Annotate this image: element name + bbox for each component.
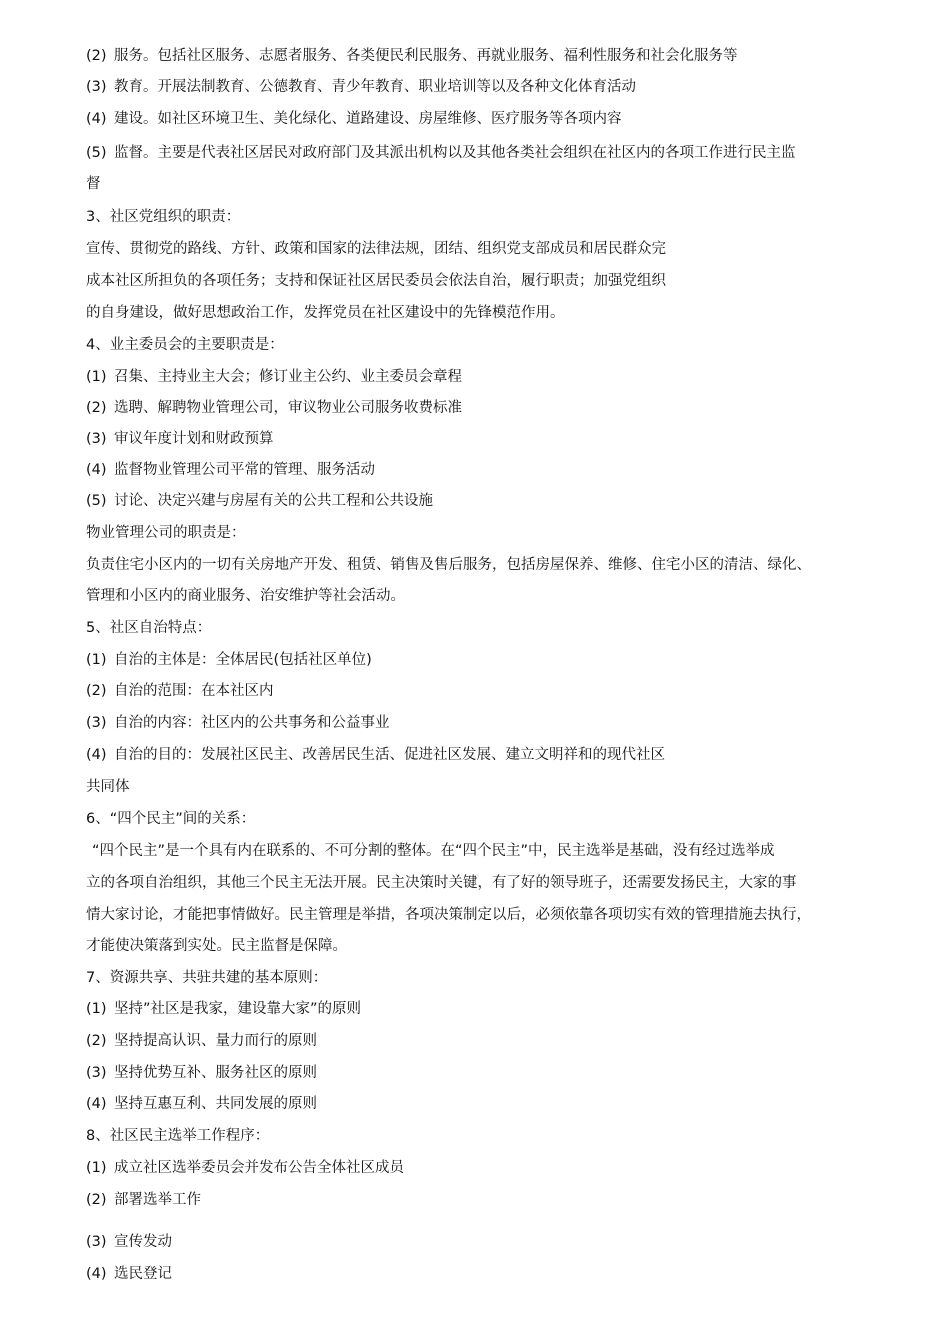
list-item: [86, 458, 886, 482]
item-number: (3): [86, 1065, 107, 1081]
heading-text: 物业管理公司的职责是：: [86, 525, 246, 541]
section-heading: [86, 205, 886, 229]
item-number: (5): [86, 493, 107, 509]
item-text: 监督。主要是代表社区居民对政府部门及其派出机构以及其他各类社会组织在社区内的各项工作进行民主监: [114, 145, 796, 161]
item-text: 教育。开展法制教育、公德教育、青少年教育、职业培训等以及各种文化体育活动: [114, 79, 636, 95]
list-item: [86, 1230, 886, 1254]
item-text: 自治的范围：在本社区内: [114, 683, 274, 699]
line-text: 才能使决策落到实处。民主监督是保障。: [86, 938, 347, 954]
line-text: 管理和小区内的商业服务、治安维护等社会活动。: [86, 588, 405, 604]
item-text: 宣传发动: [114, 1234, 172, 1250]
text-line: [86, 871, 886, 895]
item-text: 选聘、解聘物业管理公司，审议物业公司服务收费标准: [114, 400, 462, 416]
heading-text: 5、社区自治特点：: [86, 620, 212, 636]
item-text: 讨论、决定兴建与房屋有关的公共工程和公共设施: [114, 493, 433, 509]
item-number: (1): [86, 369, 107, 385]
item-number: (4): [86, 1266, 107, 1282]
list-item: [86, 75, 886, 99]
section-heading: [86, 616, 886, 640]
list-item: [86, 1092, 886, 1116]
item-number: (3): [86, 1234, 107, 1250]
item-text: 建设。如社区环境卫生、美化绿化、道路建设、房屋维修、医疗服务等各项内容: [114, 111, 622, 127]
item-text: 坚持互惠互利、共同发展的原则: [114, 1096, 317, 1112]
section-heading: [86, 521, 886, 545]
list-item: [86, 427, 886, 451]
section-heading: [86, 807, 886, 831]
heading-text: 4、业主委员会的主要职责是：: [86, 337, 284, 353]
text-line: [86, 934, 886, 958]
list-item: [86, 1188, 886, 1212]
list-item: [86, 141, 886, 165]
line-text: 立的各项自治组织，其他三个民主无法开展。民主决策时关键，有了好的领导班子，还需要发扬民主，大家的事: [86, 875, 797, 891]
item-number: (1): [86, 1160, 107, 1176]
list-item: [86, 743, 886, 767]
item-text: 自治的内容：社区内的公共事务和公益事业: [114, 715, 390, 731]
item-text: 自治的目的：发展社区民主、改善居民生活、促进社区发展、建立文明祥和的现代社区: [114, 747, 665, 763]
list-item: [86, 44, 886, 68]
list-item: [86, 1262, 886, 1286]
heading-text: 8、社区民主选举工作程序：: [86, 1128, 270, 1144]
text-line: [86, 903, 886, 927]
text-line: [86, 301, 886, 325]
text-line: [92, 839, 892, 863]
line-text: 宣传、贯彻党的路线、方针、政策和国家的法律法规，团结、组织党支部成员和居民群众完: [86, 241, 666, 257]
item-number: (5): [86, 145, 107, 161]
item-number: (4): [86, 747, 107, 763]
item-number: (2): [86, 400, 107, 416]
item-text: 审议年度计划和财政预算: [114, 431, 274, 447]
list-item: [86, 648, 886, 672]
list-item: [86, 1061, 886, 1085]
line-text: 成本社区所担负的各项任务；支持和保证社区居民委员会依法自治，履行职责；加强党组织: [86, 273, 666, 289]
item-number: (4): [86, 1096, 107, 1112]
text-line: [86, 237, 886, 261]
heading-text: 7、资源共享、共驻共建的基本原则：: [86, 970, 328, 986]
text-line: [86, 553, 886, 577]
item-text: 坚持提高认识、量力而行的原则: [114, 1033, 317, 1049]
item-number: (4): [86, 111, 107, 127]
line-text: 负责住宅小区内的一切有关房地产开发、租赁、销售及售后服务，包括房屋保养、维修、住宅小区的清洁、绿化、: [86, 557, 811, 573]
item-text: 服务。包括社区服务、志愿者服务、各类便民利民服务、再就业服务、福利性服务和社会化服务等: [114, 48, 738, 64]
list-item: [86, 1156, 886, 1180]
list-item: [86, 365, 886, 389]
item-number: (2): [86, 1033, 107, 1049]
item-text: 坚持”社区是我家，建设靠大家”的原则: [114, 1001, 362, 1017]
text-line: [86, 172, 886, 196]
list-item: [86, 396, 886, 420]
list-item: [86, 107, 886, 131]
item-number: (1): [86, 1001, 107, 1017]
item-number: (1): [86, 652, 107, 668]
item-text: 选民登记: [114, 1266, 172, 1282]
section-heading: [86, 1124, 886, 1148]
item-text: 部署选举工作: [114, 1192, 201, 1208]
list-item: [86, 997, 886, 1021]
list-item: [86, 1029, 886, 1053]
line-text: “四个民主”是一个具有内在联系的、不可分割的整体。在“四个民主”中，民主选举是基础，没有经过选举成: [92, 843, 775, 859]
list-item: [86, 711, 886, 735]
line-text: 共同体: [86, 779, 130, 795]
item-text: 成立社区选举委员会并发布公告全体社区成员: [114, 1160, 404, 1176]
text-line: [86, 775, 886, 799]
item-number: (2): [86, 1192, 107, 1208]
item-text: 坚持优势互补、服务社区的原则: [114, 1065, 317, 1081]
text-line: [86, 269, 886, 293]
list-item: [86, 679, 886, 703]
item-number: (4): [86, 462, 107, 478]
item-text: 监督物业管理公司平常的管理、服务活动: [114, 462, 375, 478]
item-text: 自治的主体是：全体居民(包括社区单位): [114, 652, 372, 668]
item-number: (3): [86, 79, 107, 95]
list-item: [86, 489, 886, 513]
line-text: 的自身建设，做好思想政治工作，发挥党员在社区建设中的先锋模范作用。: [86, 305, 565, 321]
text-line: [86, 584, 886, 608]
section-heading: [86, 966, 886, 990]
item-number: (3): [86, 715, 107, 731]
heading-text: 6、“四个民主”间的关系：: [86, 811, 256, 827]
item-number: (3): [86, 431, 107, 447]
section-heading: [86, 333, 886, 357]
item-number: (2): [86, 48, 107, 64]
item-text: 召集、主持业主大会；修订业主公约、业主委员会章程: [114, 369, 462, 385]
line-text: 督: [86, 176, 101, 192]
line-text: 情大家讨论，才能把事情做好。民主管理是举措，各项决策制定以后，必须依靠各项切实有效的管理措施去执行，: [86, 907, 811, 923]
heading-text: 3、社区党组织的职责：: [86, 209, 241, 225]
item-number: (2): [86, 683, 107, 699]
